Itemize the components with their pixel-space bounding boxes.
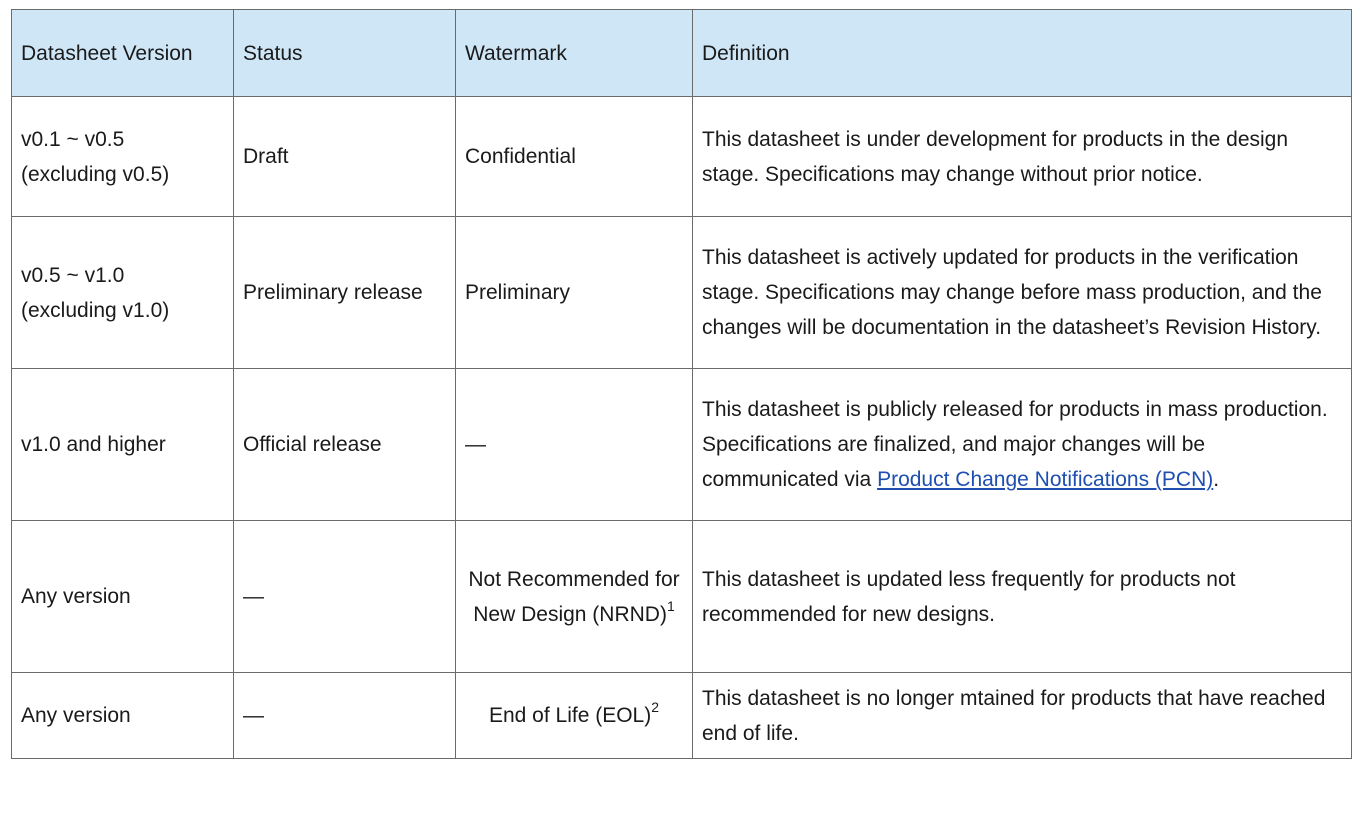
status-cell: Preliminary release bbox=[234, 217, 456, 369]
definition-cell: This datasheet is no longer mtained for products that have reached end of life. bbox=[693, 673, 1352, 759]
pcn-link[interactable]: Product Change Notifications (PCN) bbox=[877, 468, 1214, 491]
definition-cell bbox=[693, 369, 1352, 521]
version-range: v0.1 ~ v0.5 bbox=[21, 127, 125, 151]
status-cell: — bbox=[234, 521, 456, 673]
version-range: v0.5 ~ v1.0 bbox=[21, 263, 125, 287]
status-cell: Official release bbox=[234, 369, 456, 521]
footnote-marker: 1 bbox=[666, 597, 675, 614]
table-row bbox=[12, 217, 1352, 369]
watermark-cell: Preliminary bbox=[456, 217, 693, 369]
status-cell: Draft bbox=[234, 97, 456, 217]
definition-cell: This datasheet is updated less frequently for products not recommended for new designs. bbox=[693, 521, 1352, 673]
watermark-cell bbox=[456, 521, 693, 673]
definition-period: . bbox=[1213, 468, 1220, 491]
table-row bbox=[12, 521, 1352, 673]
watermark-cell bbox=[456, 673, 693, 759]
table-row bbox=[12, 369, 1352, 521]
watermark-cell: — bbox=[456, 369, 693, 521]
watermark-text: Not Recommended for New Design (NRND) bbox=[468, 567, 680, 626]
version-cell bbox=[12, 217, 234, 369]
definition-cell: This datasheet is under development for products in the design stage. Specifications may change without prior notice. bbox=[693, 97, 1352, 217]
version-cell bbox=[12, 97, 234, 217]
definition-text: This datasheet is publicly released for products in mass production. Specifications are finalized, and major changes will be communicated via bbox=[702, 398, 1328, 491]
table-row bbox=[12, 97, 1352, 217]
status-cell: — bbox=[234, 673, 456, 759]
definition-cell: This datasheet is actively updated for products in the verification stage. Specifications may change before mass production, and the changes will be documentation in the datasheet’s Revision History. bbox=[693, 217, 1352, 369]
table-header-row bbox=[12, 10, 1352, 97]
version-exclusion: (excluding v0.5) bbox=[21, 162, 170, 186]
datasheet-status-table bbox=[11, 9, 1352, 759]
version-cell: Any version bbox=[12, 673, 234, 759]
version-cell: v1.0 and higher bbox=[12, 369, 234, 521]
header-watermark: Watermark bbox=[456, 10, 693, 97]
table-row bbox=[12, 673, 1352, 759]
version-exclusion: (excluding v1.0) bbox=[21, 298, 170, 322]
footnote-marker: 2 bbox=[651, 699, 660, 715]
header-datasheet-version: Datasheet Version bbox=[12, 10, 234, 97]
watermark-text: End of Life (EOL) bbox=[488, 704, 652, 727]
header-status: Status bbox=[234, 10, 456, 97]
version-cell: Any version bbox=[12, 521, 234, 673]
watermark-cell: Confidential bbox=[456, 97, 693, 217]
header-definition: Definition bbox=[693, 10, 1352, 97]
